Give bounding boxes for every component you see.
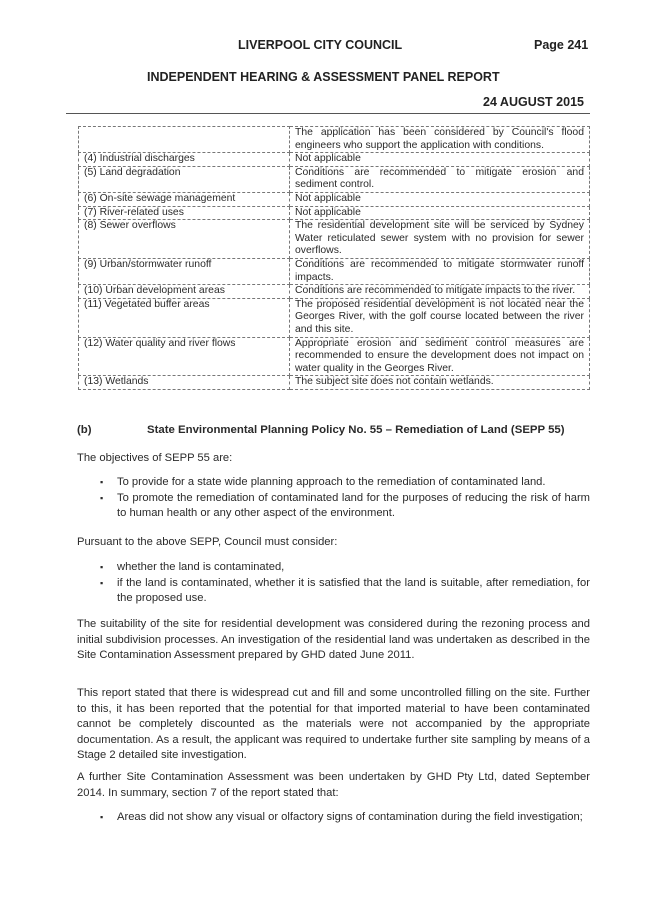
comment-cell: The proposed residential development is not located near the Georges River, with the golf course located between the river and this site. [290,298,590,337]
assessment-table [78,126,590,390]
provision-cell: (12) Water quality and river flows [79,337,290,376]
provision-cell: (6) On-site sewage management [79,192,290,206]
table-row [79,206,590,220]
objectives-intro: The objectives of SEPP 55 are: [77,452,233,464]
list-item: ▪ if the land is contaminated, whether it is satisfied that the land is suitable, after remediation, for the proposed use. [100,576,590,604]
paragraph: This report stated that there is widespread cut and fill and some uncontrolled filling on the site. Further to this, it has been reported that the potential for that imported material to have been contaminated cannot be completely discounted as the materials were not accompanied by the appropriate documentation. As a result, the applicant was required to undertake further site sampling by means of a Stage 2 detailed site investigation. [77,687,590,761]
page-number: Page 241 [534,38,589,52]
provision-cell [79,127,290,153]
table-row [79,337,590,376]
comment-cell: Conditions are recommended to mitigate stormwater runoff impacts. [290,258,590,284]
bullet-icon: ▪ [100,812,104,822]
table-row [79,298,590,337]
provision-cell: (9) Urban/stormwater runoff [79,258,290,284]
table-row [79,258,590,284]
list-item: ▪ To provide for a state wide planning approach to the remediation of contaminated land. [77,475,590,491]
bullet-icon: ▪ [100,562,104,572]
report-date: 24 AUGUST 2015 [483,95,584,109]
table-row [79,285,590,299]
section-label: (b) [77,424,92,436]
comment-cell: Conditions are recommended to mitigate erosion and sediment control. [290,166,590,192]
table-row [79,166,590,192]
provision-cell: (11) Vegetated buffer areas [79,298,290,337]
council-name: LIVERPOOL CITY COUNCIL [238,38,403,52]
comment-cell: Not applicable [290,206,590,220]
provision-cell: (10) Urban development areas [79,285,290,299]
findings-list [77,810,590,826]
header-rule [66,113,590,114]
provision-cell: (7) River-related uses [79,206,290,220]
table-row [79,127,590,153]
comment-cell: The application has been considered by Council's flood engineers who support the application with conditions. [290,127,590,153]
table-row [79,376,590,390]
comment-cell: Not applicable [290,153,590,167]
table-row [79,153,590,167]
table-row [79,192,590,206]
consider-intro: Pursuant to the above SEPP, Council must consider: [77,536,338,548]
provision-cell: (13) Wetlands [79,376,290,390]
list-item: ▪ whether the land is contaminated, [77,560,590,576]
paragraph: A further Site Contamination Assessment was been undertaken by GHD Pty Ltd, dated September 2014. In summary, section 7 of the report stated that: [77,771,590,799]
paragraph: The suitability of the site for residential development was considered during the rezoning process and initial subdivision processes. An investigation of the residential land was undertaken as described in the Site Contamination Assessment prepared by GHD dated June 2011. [77,618,590,661]
considerations-list [77,560,590,607]
provision-cell: (8) Sewer overflows [79,220,290,259]
comment-cell: The residential development site will be serviced by Sydney Water reticulated sewer system with no provision for sewer overflows. [290,220,590,259]
objectives-list [77,475,590,522]
bullet-icon: ▪ [100,477,104,487]
table-row [79,220,590,259]
comment-cell: Not applicable [290,192,590,206]
bullet-icon: ▪ [100,492,104,503]
provision-cell: (4) Industrial discharges [79,153,290,167]
comment-cell: Appropriate erosion and sediment control measures are recommended to ensure the development does not impact on water quality in the Georges River. [290,337,590,376]
provision-cell: (5) Land degradation [79,166,290,192]
report-title: INDEPENDENT HEARING & ASSESSMENT PANEL REPORT [147,70,500,84]
section-title: State Environmental Planning Policy No. 55 – Remediation of Land (SEPP 55) [147,424,565,436]
comment-cell: The subject site does not contain wetlands. [290,376,590,390]
list-item: ▪ To promote the remediation of contaminated land for the purposes of reducing the risk of harm to human health or any other aspect of the environment. [100,491,590,519]
list-item: ▪ Areas did not show any visual or olfactory signs of contamination during the field investigation; [77,810,590,826]
bullet-icon: ▪ [100,577,104,588]
comment-cell: Conditions are recommended to mitigate impacts to the river. [290,285,590,299]
